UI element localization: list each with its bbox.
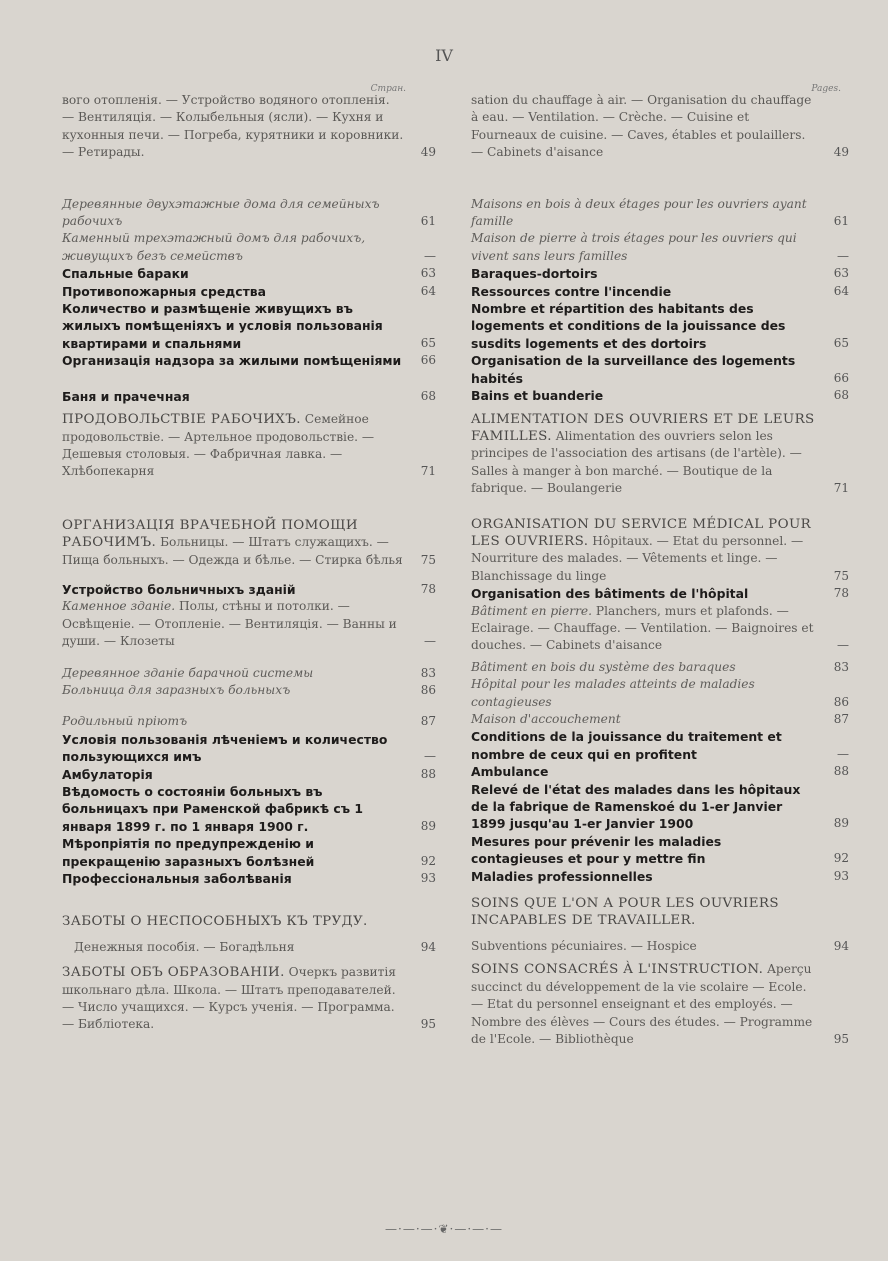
toc-entry: Амбулаторія 88: [62, 766, 436, 782]
toc-entry: Баня и прачечная 68: [62, 388, 436, 404]
toc-entry: Каменное зданіе. Полы, стѣны и потолки. — Освѣщеніе. — Отопленіе. — Вентиляція. — Ванны и души. — Клозеты —: [62, 599, 436, 649]
toc-entry: Conditions de la jouissance du traitement et nombre de ceux qui en profitent —: [471, 729, 849, 762]
toc-entry: Каменный трехэтажный домъ для рабочихъ, живущихъ безъ семействъ —: [62, 231, 436, 263]
column-header-pages: Pages.: [811, 84, 841, 94]
toc-entry: Bâtiment en bois du système des baraques 83: [471, 659, 849, 674]
toc-section: ЗАБОТЫ ОБЪ ОБРАЗОВАНІИ. Очеркъ развитія школьнаго дѣла. Школа. — Штатъ преподавателей. — Число учащихся. — Курсъ ученія. — Программа. — Библіотека. 95: [62, 965, 436, 1032]
toc-entry: Больница для заразныхъ больныхъ 86: [62, 682, 436, 697]
toc-entry: Maison d'accouchement 87: [471, 712, 849, 726]
toc-entry: Деревянное зданіе барачной системы 83: [62, 665, 436, 680]
toc-entry: Maison de pierre à trois étages pour les ouvriers qui vivent sans leurs familles —: [471, 231, 849, 263]
toc-entry: Родильный пріютъ 87: [62, 714, 436, 729]
toc-entry: Bâtiment en pierre. Planchers, murs et plafonds. — Eclairage. — Chauffage. — Ventilation. — Baignoires et douches. — Cabinets d'aisance —: [471, 603, 849, 653]
toc-entry: Maladies professionnelles 93: [471, 868, 849, 884]
toc-section: ЗАБОТЫ О НЕСПОСОБНЫХЪ КЪ ТРУДУ.: [62, 914, 368, 930]
decorative-ornament: —·—·—·❦·—·—·—: [385, 1222, 503, 1236]
toc-entry: sation du chauffage à air. — Organisation du chauffage à eau. — Ventilation. — Crèche. — Cuisine et Fourneaux de cuisine. — Caves, étables et poulaillers. — Cabinets d'aisance 49: [471, 93, 849, 160]
toc-entry: Hôpital pour les malades atteints de maladies contagieuses 86: [471, 677, 849, 709]
toc-section: ОРГАНИЗАЦІЯ ВРАЧЕБНОЙ ПОМОЩИ РАБОЧИМЪ. Больницы. — Штатъ служащихъ. — Пища больныхъ. — Одежда и бѣлье. — Стирка бѣлья 75: [62, 517, 436, 567]
toc-section: ALIMENTATION DES OUVRIERS ET DE LEURS FAMILLES. Alimentation des ouvriers selon les principes de l'association des artisans (de l'artèle). — Salles à manger à bon marché. — Boutique de la fabrique. — Boulangerie 71: [471, 411, 849, 496]
toc-entry: Maisons en bois à deux étages pour les ouvriers ayant famille 61: [471, 196, 849, 229]
toc-entry: вого отопленія. — Устройство водяного отопленія. — Вентиляція. — Колыбельныя (ясли). — Кухня и кухонныя печи. — Погреба, курятники и коровники. — Ретирады. 49: [62, 93, 436, 160]
toc-entry: Организація надзора за жилыми помѣщеніями 66: [62, 353, 436, 369]
toc-entry: Bains et buanderie 68: [471, 388, 849, 404]
toc-entry: Устройство больничныхъ зданій 78: [62, 581, 436, 597]
toc-entry: Organisation des bâtiments de l'hôpital 78: [471, 586, 849, 602]
toc-entry: Спальные бараки 63: [62, 266, 436, 282]
toc-entry: Вѣдомость о состояніи больныхъ въ больницахъ при Раменской фабрикѣ съ 1 января 1899 г. по 1 января 1900 г. 89: [62, 784, 436, 834]
toc-section: SOINS QUE L'ON A POUR LES OUVRIERS INCAPABLES DE TRAVAILLER.: [471, 896, 779, 929]
toc-entry: Baraques-dortoirs 63: [471, 266, 849, 282]
toc-entry: Условія пользованія лѣченіемъ и количество пользующихся имъ —: [62, 731, 436, 765]
toc-entry: Ressources contre l'incendie 64: [471, 283, 849, 299]
toc-entry: Nombre et répartition des habitants des logements et conditions de la jouissance des susdits logements et des dortoirs 65: [471, 301, 849, 351]
column-header-pages: Стран.: [370, 84, 406, 94]
toc-section: ПРОДОВОЛЬСТВІЕ РАБОЧИХЪ. Семейное продовольствіе. — Артельное продовольствіе. — Дешевыя столовыя. — Фабричная лавка. — Хлѣбопекарня 71: [62, 412, 436, 479]
toc-entry: Relevé de l'état des malades dans les hôpitaux de la fabrique de Ramenskoé du 1-er Janvier 1899 jusqu'au 1-er Janvier 1900 89: [471, 781, 849, 832]
toc-section: SOINS CONSACRÉS À L'INSTRUCTION. Aperçu succinct du développement de la vie scolaire — Ecole. — Etat du personnel enseignant et des employés. — Nombre des élèves — Cours des études. — Programme de l'Ecole. — Bibliothèque 95: [471, 962, 849, 1046]
toc-entry: Subventions pécuniaires. — Hospice 94: [471, 938, 849, 953]
toc-entry: Противопожарныя средства 64: [62, 283, 436, 299]
toc-entry: Мѣропріятія по предупрежденію и прекращенію заразныхъ болѣзней 92: [62, 836, 436, 869]
toc-entry: Количество и размѣщеніе живущихъ въ жилыхъ помѣщеніяхъ и условія пользованія квартирами и спальнями 65: [62, 301, 436, 351]
page-number: IV: [435, 46, 453, 65]
toc-entry: Профессіональныя заболѣванія 93: [62, 871, 436, 887]
toc-entry: Денежныя пособія. — Богадѣльня 94: [74, 939, 436, 954]
toc-entry: Деревянные двухэтажные дома для семейныхъ рабочихъ 61: [62, 196, 436, 229]
toc-section: ORGANISATION DU SERVICE MÉDICAL POUR LES OUVRIERS. Hôpitaux. — Etat du personnel. — Nourriture des malades. — Vêtements et linge. — Blanchissage du linge 75: [471, 516, 849, 583]
toc-entry: Mesures pour prévenir les maladies contagieuses et pour y mettre fin 92: [471, 833, 849, 867]
toc-entry: Organisation de la surveillance des logements habités 66: [471, 353, 849, 386]
toc-entry: Ambulance 88: [471, 764, 849, 780]
